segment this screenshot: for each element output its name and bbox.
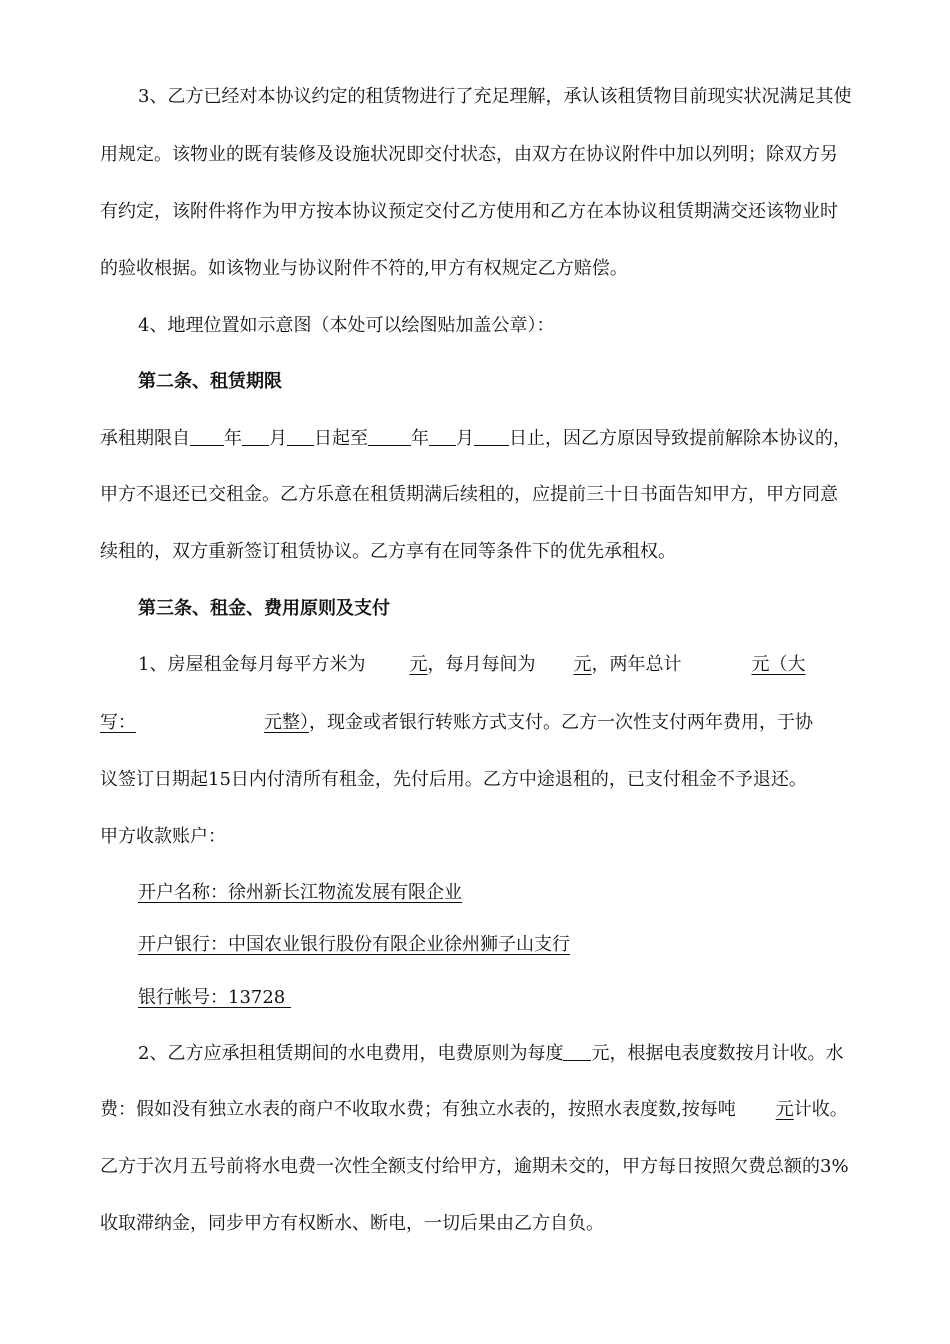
start-day-blank <box>287 425 314 446</box>
electricity-rate-blank <box>563 1040 591 1061</box>
clause-4-location: 4、地理位置如示意图（本处可以绘图贴加盖公章）： <box>138 315 555 336</box>
rent-per-room-field <box>535 654 591 675</box>
yuan-unit: 元 <box>409 654 428 675</box>
yuan-whole-label: 元整） <box>264 712 309 733</box>
payment-method-text: ，现金或者银行转账方式支付。乙方一次性支付两年费用，于协 <box>309 712 813 733</box>
end-month-blank <box>429 425 456 446</box>
water-rate-field <box>736 1099 794 1120</box>
article-2-heading: 第二条、租赁期限 <box>138 371 282 392</box>
lease-term-line-3: 续租的，双方重新签订租赁协议。乙方享有在同等条件下的优先承租权。 <box>100 541 676 562</box>
account-bank <box>138 932 928 958</box>
yuan-capital-label: 元（大 <box>751 654 806 675</box>
start-month-blank <box>242 425 269 446</box>
clause-3-line-2: 用规定。该物业的既有装修及设施状况即交付状态，由双方在协议附件中加以列明；除双方另 <box>100 144 838 165</box>
year-label: 年 <box>224 428 242 449</box>
yuan-unit: 元 <box>775 1099 794 1120</box>
water-fee-text: 费：假如没有独立水表的商户不收取水费；有独立水表的，按照水表度数,按每吨 <box>100 1099 736 1120</box>
lease-term-tail: 日止，因乙方原因导致提前解除本协议的， <box>509 428 851 449</box>
lease-term-line-2: 甲方不退还已交租金。乙方乐意在租赁期满后续租的，应提前三十日书面告知甲方，甲方同意 <box>100 484 838 505</box>
capital-amount-field <box>100 712 309 733</box>
account-label: 甲方收款账户： <box>100 826 226 847</box>
article-3-heading: 第三条、租金、费用原则及支付 <box>138 598 390 619</box>
clause-3-line-4: 的验收根据。如该物业与协议附件不符的,甲方有权规定乙方赔偿。 <box>100 258 628 279</box>
account-bank-text: 开户银行：中国农业银行股份有限企业徐州狮子山支行 <box>138 934 570 955</box>
end-year-blank <box>368 425 411 446</box>
yuan-unit: 元 <box>573 654 592 675</box>
day-to-label: 日起至 <box>314 428 368 449</box>
electricity-rate-label: 2、乙方应承担租赁期间的水电费用，电费原则为每度 <box>138 1043 564 1064</box>
start-year-blank <box>190 425 224 446</box>
capital-label: 写： <box>100 712 136 733</box>
account-number-text: 银行帐号：13728 <box>138 987 291 1008</box>
rent-per-sqm-label: 1、房屋租金每月每平方米为 <box>138 654 366 675</box>
utility-line-2 <box>100 1097 890 1123</box>
end-day-blank <box>474 425 509 446</box>
utility-line-4: 收取滞纳金，同步甲方有权断水、断电，一切后果由乙方自负。 <box>100 1213 604 1234</box>
utility-line-3: 乙方于次月五号前将水电费一次性全额支付给甲方，逾期未交的，甲方每日按照欠费总额的3% <box>100 1156 849 1177</box>
rent-per-sqm-field <box>365 654 427 675</box>
rent-line-1 <box>138 652 928 678</box>
month-label: 月 <box>456 428 474 449</box>
clause-3-line-1: 3、乙方已经对本协议约定的租赁物进行了充足理解，承认该租赁物目前现实状况满足其使 <box>138 86 852 107</box>
account-number <box>138 985 928 1011</box>
lease-term-line-1 <box>100 425 890 452</box>
rent-line-3: 议签订日期起15日内付清所有租金，先付后用。乙方中途退租的，已支付租金不予退还。 <box>100 769 807 790</box>
electricity-rate-tail: 元，根据电表度数按月计收。水 <box>591 1043 844 1064</box>
clause-3-line-3: 有约定，该附件将作为甲方按本协议预定交付乙方使用和乙方在本协议租赁期满交还该物业时 <box>100 201 838 222</box>
two-year-total-label: ，两年总计 <box>591 654 682 675</box>
lease-term-from-label: 承租期限自 <box>100 428 190 449</box>
rent-line-2 <box>100 710 890 736</box>
rent-per-room-label: ，每月每间为 <box>427 654 536 675</box>
account-name-text: 开户名称：徐州新长江物流发展有限企业 <box>138 882 462 903</box>
year-label: 年 <box>411 428 429 449</box>
two-year-total-field <box>681 654 805 675</box>
utility-line-1 <box>138 1040 928 1067</box>
water-fee-tail: 计收。 <box>793 1099 848 1120</box>
month-label: 月 <box>269 428 287 449</box>
account-name <box>138 880 928 906</box>
